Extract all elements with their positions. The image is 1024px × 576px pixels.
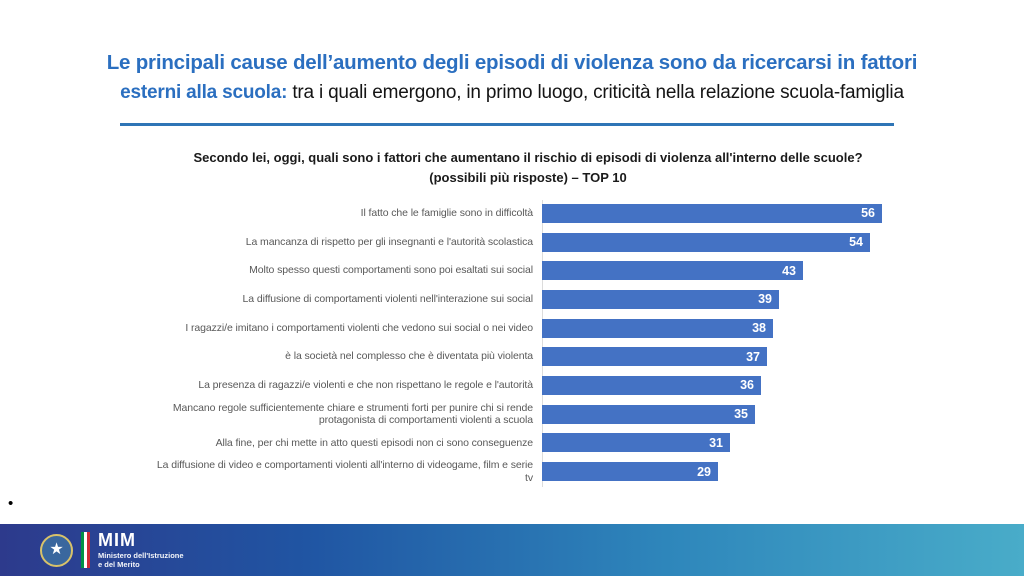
mim-text xyxy=(98,531,184,570)
chart-title-line2: (possibili più risposte) – TOP 10 xyxy=(429,169,627,185)
bar-track xyxy=(542,233,948,252)
bar xyxy=(542,204,882,223)
chart-row xyxy=(148,371,948,400)
mim-name xyxy=(98,551,184,570)
value-label: 31 xyxy=(709,435,723,450)
category-label: La mancanza di rispetto per gli insegnanti e l'autorità scolastica xyxy=(245,235,533,248)
chart-row xyxy=(148,256,948,285)
chart-row xyxy=(148,400,948,429)
bar xyxy=(542,290,779,309)
chart-row xyxy=(148,285,948,314)
chart-row xyxy=(148,199,948,228)
value-label: 35 xyxy=(734,407,748,422)
mim-acronym: MIM xyxy=(98,529,136,550)
italy-flag-icon xyxy=(81,532,90,568)
value-label: 54 xyxy=(849,235,863,250)
category-label: Molto spesso questi comportamenti sono poi esaltati sui social xyxy=(249,264,533,277)
category-label: La presenza di ragazzi/e violenti e che non rispettano le regole e l'autorità xyxy=(198,379,533,392)
bar xyxy=(542,433,730,452)
bar-track xyxy=(542,405,948,424)
bar-track xyxy=(542,347,948,366)
slide-title-line2 xyxy=(0,82,1024,104)
category-label: Il fatto che le famiglie sono in difficoltà xyxy=(360,207,533,220)
mim-name-line2: e del Merito xyxy=(98,560,140,569)
flag-red-stripe xyxy=(87,532,90,568)
slide-title-rest: tra i quali emergono, in primo luogo, criticità nella relazione scuola-famiglia xyxy=(287,81,904,103)
category-label: La diffusione di video e comportamenti violenti all'interno di videogame, film e serie tv xyxy=(156,458,533,484)
value-label: 43 xyxy=(782,263,796,278)
category-label: Alla fine, per chi mette in atto questi episodi non ci sono conseguenze xyxy=(215,436,533,449)
mim-name-line1: Ministero dell'Istruzione xyxy=(98,550,184,560)
italy-emblem-icon: ★ xyxy=(40,534,73,567)
category-label: La diffusione di comportamenti violenti nell'interazione sui social xyxy=(242,293,533,306)
bar-track xyxy=(542,433,948,452)
footer-banner xyxy=(0,524,1024,576)
mim-logo xyxy=(40,531,184,570)
chart-title-line1: Secondo lei, oggi, quali sono i fattori che aumentano il rischio di episodi di violenza all'interno delle scuole? xyxy=(193,150,863,165)
bar-track xyxy=(542,204,948,223)
chart-row xyxy=(148,429,948,458)
bar-track xyxy=(542,376,948,395)
bullet-point: • xyxy=(8,495,14,512)
bar xyxy=(542,462,718,481)
chart-title xyxy=(148,148,908,187)
category-label: I ragazzi/e imitano i comportamenti violenti che vedono sui social o nei video xyxy=(185,321,533,334)
bar xyxy=(542,347,767,366)
bar xyxy=(542,261,803,280)
chart-row xyxy=(148,228,948,257)
chart-row xyxy=(148,314,948,343)
value-label: 39 xyxy=(758,292,772,307)
bar-chart xyxy=(148,199,948,486)
value-label: 29 xyxy=(697,464,711,479)
slide-title-highlight: esterni alla scuola: xyxy=(120,81,288,103)
slide-title xyxy=(0,50,1024,104)
value-label: 38 xyxy=(752,321,766,336)
bar xyxy=(542,376,761,395)
value-label: 36 xyxy=(740,378,754,393)
title-underline-rule xyxy=(120,123,894,126)
category-label: Mancano regole sufficientemente chiare e strumenti forti per punire chi si rende protagonista di comportamenti violenti a scuola xyxy=(172,401,533,427)
bar-track xyxy=(542,290,948,309)
chart-row xyxy=(148,342,948,371)
value-label: 37 xyxy=(746,349,760,364)
bar-track xyxy=(542,319,948,338)
value-label: 56 xyxy=(861,206,875,221)
bar-track xyxy=(542,462,948,481)
bar xyxy=(542,405,755,424)
bar xyxy=(542,319,773,338)
bar-track xyxy=(542,261,948,280)
chart-row xyxy=(148,457,948,486)
slide-title-line1: Le principali cause dell’aumento degli episodi di violenza sono da ricercarsi in fattori xyxy=(106,51,918,74)
bar xyxy=(542,233,870,252)
category-label: è la società nel complesso che è diventata più violenta xyxy=(285,350,533,363)
